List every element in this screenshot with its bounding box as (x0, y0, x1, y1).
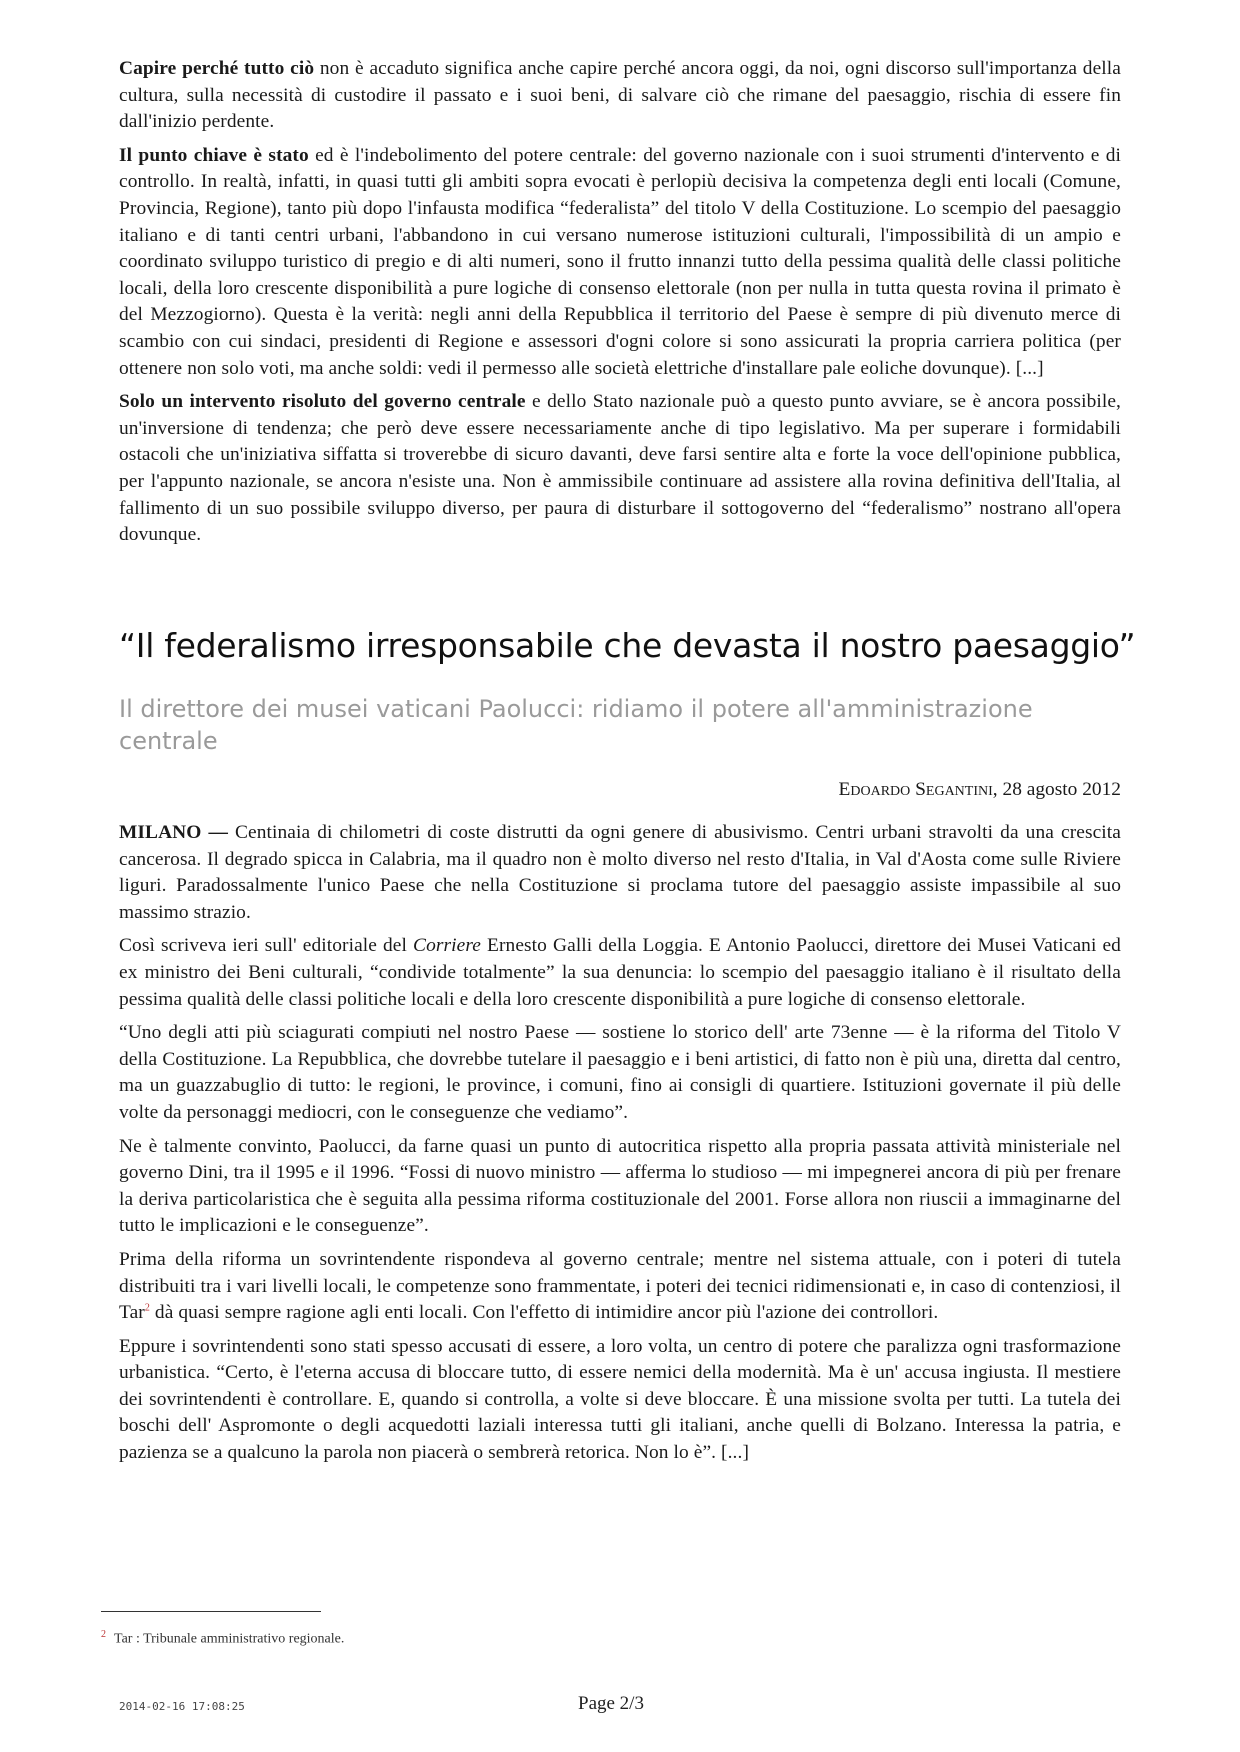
paragraph: Ne è talmente convinto, Paolucci, da farne quasi un punto di autocritica rispetto alla propria passata attività ministeriale nel governo Dini, tra il 1995 e il 1996. “Fossi di nuovo ministro — afferma lo studioso — mi impegnerei ancora di più per frenare la deriva particolaristica che è seguita alla pessima riforma costituzionale del 2001. Forse allora non riuscii a immaginarne del tutto le implicazioni e le conseguenze”. (119, 1135, 1121, 1237)
byline (119, 777, 1121, 803)
paragraph: Capire perché tutto ciò non è accaduto significa anche capire perché ancora oggi, da noi, ogni discorso sull'importanza della cultura, sulla necessità di custodire il passato e i suoi beni, di salvare ciò che rimane del paesaggio, rischia di essere fin dall'inizio perdente. (119, 58, 1121, 133)
article-body (119, 820, 1121, 1474)
paragraph: Eppure i sovrintendenti sono stati spesso accusati di essere, a loro volta, un centro di potere che paralizza ogni trasformazione urbanistica. “Certo, è l'eterna accusa di bloccare tutto, di essere nemici della modernità. Ma è un' accusa ingiusta. Il mestiere dei sovrintendenti è controllare. E, quando si controlla, a volte si deve bloccare. È una missione svolta per tutti. La tutela dei boschi dell' Aspromonte o degli acquedotti laziali interessa tutti gli italiani, anche quelli di Bolzano. Interessa la patria, e pazienza se a qualcuno la parola non piacerà o sembrerà retorica. Non lo è”. [...] (119, 1335, 1121, 1464)
footnote (101, 1626, 701, 1649)
paragraph: MILANO — Centinaia di chilometri di coste distrutti da ogni genere di abusivismo. Centri urbani stravolti da una crescita cancerosa. Il degrado spicca in Calabria, ma il quadro non è molto diverso nel resto d'Italia, in Val d'Aosta come sulle Riviere liguri. Paradossalmente l'unico Paese che nella Costituzione si proclama tutore del paesaggio assiste impassibile al suo massimo strazio. (119, 822, 1121, 923)
paragraph: Il punto chiave è stato ed è l'indebolimento del potere centrale: del governo nazionale con i suoi strumenti d'intervento e di controllo. In realtà, infatti, in quasi tutti gli ambiti sopra evocati è perlopiù decisiva la competenza degli enti locali (Comune, Provincia, Regione), tanto più dopo l'infausta modifica “federalista” del titolo V della Costituzione. Lo scempio del paesaggio italiano e di tanti centri urbani, l'abbandono in cui versano numerose istituzioni culturali, l'impossibilità di un ampio e coordinato sviluppo turistico di pregio e di alti numeri, sono il frutto innanzi tutto della pessima qualità delle classi politiche locali, della loro crescente disponibilità a pure logiche di consenso elettorale (non per nulla in tutta questa rovina il primato è del Mezzogiorno). Questa è la verità: negli anni della Repubblica il territorio del Paese è sempre di più divenuto merce di scambio con cui sindaci, presidenti di Regione e assessori d'ogni colore si sono assicurati la propria carriera politica (per ottenere non solo voti, ma anche soldi: vedi il permesso alle società elettriche d'installare pale eoliche dovunque). [...] (119, 144, 1121, 379)
footnote-ref[interactable]: 2 (144, 1302, 150, 1314)
essay-section (119, 56, 1121, 556)
paragraph: Così scriveva ieri sull' editoriale del Corriere Ernesto Galli della Loggia. E Antonio Paolucci, direttore dei Musei Vaticani ed ex ministro dei Beni culturali, “condivide totalmente” la sua denuncia: lo scempio del paesaggio italiano è il risultato della pessima qualità delle classi politiche locali e della loro crescente disponibilità a pure logiche di consenso elettorale. (119, 935, 1121, 1010)
paragraph: Solo un intervento risoluto del governo centrale e dello Stato nazionale può a questo punto avviare, se è ancora possibile, un'inversione di tendenza; che però deve essere necessariamente anche di tipo legislativo. Ma per superare i formidabili ostacoli che un'iniziativa siffatta si troverebbe di sicuro davanti, deve farsi sentire alta e forte la voce dell'opinione pubblica, per l'appunto nazionale, se ancora n'esiste una. Non è ammissibile continuare ad assistere alla rovina definitiva dell'Italia, al fallimento di un suo possibile sviluppo diverso, per paura di disturbare il sottogoverno del “federalismo” nostrano all'opera dovunque. (119, 391, 1121, 546)
page-number: Page 2/3 (578, 1693, 644, 1714)
author: Edoardo Segantini (838, 779, 993, 800)
date: , 28 agosto 2012 (992, 779, 1121, 800)
footnote-mark: 2 (101, 1629, 106, 1640)
paragraph: Prima della riforma un sovrintendente rispondeva al governo centrale; mentre nel sistema attuale, con i poteri di tutela distribuiti tra i vari livelli locali, le competenze sono frammentate, i poteri dei tecnici ridimensionati e, in caso di contenziosi, il Tar$^2$ dà quasi sempre ragione agli enti locali. Con l'effetto di intimidire ancor più l'azione dei controllori. (119, 1248, 1121, 1324)
footnote-divider (101, 1611, 321, 1612)
paragraph: “Uno degli atti più sciagurati compiuti nel nostro Paese — sostiene lo storico dell' arte 73enne — è la riforma del Titolo V della Costituzione. La Repubblica, che dovrebbe tutelare il paesaggio e i beni artistici, di fatto non è più una, diretta dal centro, ma un guazzabuglio di tutto: le regioni, le province, i comuni, fino ai consigli di quartiere. Istituzioni governate il più delle volte da personaggi mediocri, con le conseguenze che vediamo”. (119, 1022, 1121, 1123)
article-title: “Il federalismo irresponsabile che devasta il nostro paesaggio” (119, 626, 1136, 665)
footnote-text: Tar : Tribunale amministrativo regionale. (114, 1631, 345, 1647)
article-subtitle: Il direttore dei musei vaticani Paolucci: ridiamo il potere all'amministrazione centrale (119, 695, 1033, 755)
timestamp: 2014-02-16 17:08:25 (119, 1700, 245, 1713)
